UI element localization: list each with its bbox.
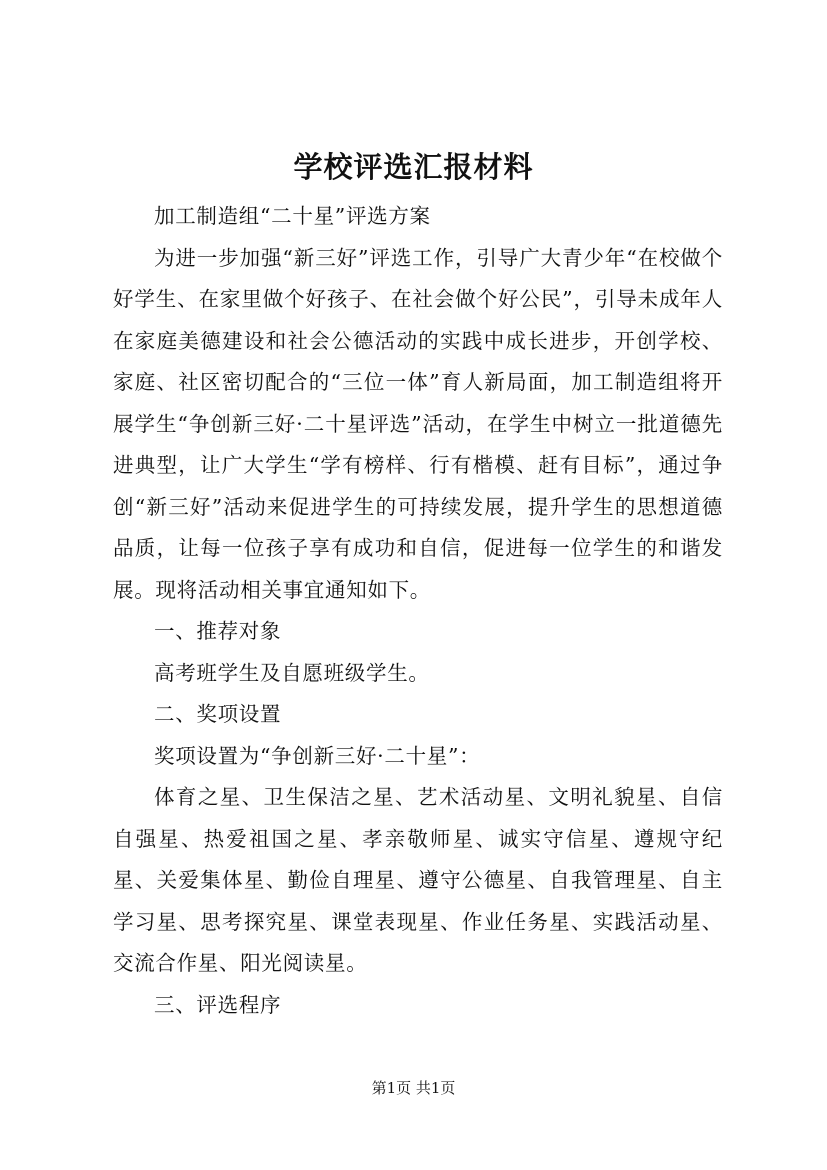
document-body xyxy=(113,196,723,1026)
intro-paragraph: 为进一步加强“新三好”评选工作，引导广大青少年“在校做个好学生、在家里做个好孩子、在社会做个好公民”，引导未成年人在家庭美德建设和社会公德活动的实践中成长进步，开创学校、家庭、社区密切配合的“三位一体”育人新局面，加工制造组将开展学生“争创新三好·二十星评选”活动，在学生中树立一批道德先进典型，让广大学生“学有榜样、行有楷模、赶有目标”，通过争创“新三好”活动来促进学生的可持续发展，提升学生的思想道德品质，让每一位孩子享有成功和自信，促进每一位学生的和谐发展。现将活动相关事宜通知如下。 xyxy=(113,245,723,602)
section-heading-procedure: 三、评选程序 xyxy=(154,992,282,1017)
awards-list-paragraph: 体育之星、卫生保洁之星、艺术活动星、文明礼貌星、自信自强星、热爱祖国之星、孝亲敬师星、诚实守信星、遵规守纪星、关爱集体星、勤俭自理星、遵守公德星、自我管理星、自主学习星、思考探究星、课堂表现星、作业任务星、实践活动星、交流合作星、阳光阅读星。 xyxy=(113,785,723,975)
recommend-paragraph: 高考班学生及自愿班级学生。 xyxy=(154,660,430,685)
document-title: 学校评选汇报材料 xyxy=(293,150,534,184)
section-heading-plan: 加工制造组“二十星”评选方案 xyxy=(154,204,431,228)
section-heading-awards: 二、奖项设置 xyxy=(154,702,282,726)
awards-intro-paragraph: 奖项设置为“争创新三好·二十星”： xyxy=(154,743,481,768)
page-footer: 第1页 共1页 xyxy=(371,1079,456,1097)
section-heading-recommend: 一、推荐对象 xyxy=(154,619,282,643)
